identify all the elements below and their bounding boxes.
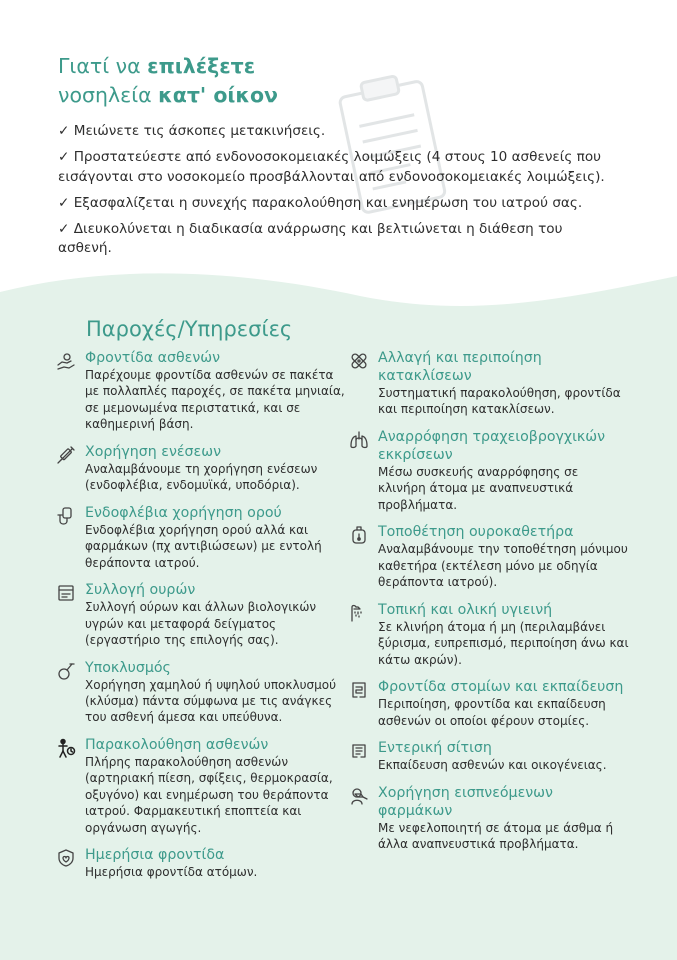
service-title: Χορήγηση ενέσεων: [85, 443, 222, 460]
shield-care-icon: [56, 848, 76, 868]
service-item: [56, 846, 346, 880]
title-line-1-plain: Γιατί να: [58, 54, 148, 78]
service-title: Αλλαγή και περιποίηση κατακλίσεων: [378, 350, 542, 384]
title-line-2: [58, 81, 278, 110]
service-item: [56, 504, 346, 571]
service-item: [349, 739, 629, 773]
service-title: Φροντίδα στομίων και εκπαίδευση: [378, 679, 624, 696]
iv-drip-icon: [56, 506, 76, 526]
service-description: Ημερήσια φροντίδα ατόμων.: [85, 865, 258, 880]
service-item: [56, 736, 346, 836]
page-title: [58, 52, 278, 110]
stomach-icon: [349, 741, 369, 761]
service-description: Πλήρης παρακολούθηση ασθενών (αρτηριακή πίεση, σφίξεις, θερμοκρασία, οξυγόνο) και ενημέρωση του θεράποντα ιατρού. Φαρμακευτική εποπτεία και οργάνωση αγωγής.: [85, 755, 333, 835]
service-description: Συστηματική παρακολούθηση, φροντίδα και περιποίηση κατακλίσεων.: [378, 386, 621, 417]
service-title: Εντερική σίτιση: [378, 740, 492, 757]
service-title: Τοποθέτηση ουροκαθετήρα: [378, 524, 574, 541]
catheter-icon: [349, 525, 369, 545]
title-line-2-bold: κατ' οίκον: [158, 83, 278, 107]
title-line-2-plain: νοσηλεία: [58, 83, 159, 107]
service-item: [56, 349, 346, 433]
service-item: [349, 784, 629, 853]
service-item: [349, 428, 629, 513]
service-item: [349, 678, 629, 729]
services-left-column: [56, 349, 346, 891]
inhaler-mask-icon: [349, 786, 369, 806]
service-description: Αναλαμβάνουμε τη χορήγηση ενέσεων (ενδοφλέβια, ενδομυϊκά, υποδόρια).: [85, 461, 318, 493]
service-item: [56, 581, 346, 648]
urine-collection-icon: [56, 583, 76, 603]
service-description: Αναλαμβάνουμε την τοποθέτηση μόνιμου καθετήρα (εκτέλεση μόνο με οδηγία θεράποντα ιατρού).: [378, 542, 628, 590]
service-item: [349, 349, 629, 418]
service-title: Τοπική και ολική υγιεινή: [378, 601, 553, 618]
service-title: Υποκλυσμός: [85, 659, 171, 676]
service-title: Χορήγηση εισπνεόμενων φαρμάκων: [378, 784, 553, 819]
benefits-list: [58, 122, 618, 266]
benefit-item: ✓ Μειώνετε τις άσκοπες μετακινήσεις.: [58, 123, 326, 139]
service-description: Σε κλινήρη άτομα ή μη (περιλαμβάνει ξύρισμα, ευπρεπισμό, περιποίηση άνω και κάτω ακρών).: [378, 619, 629, 667]
enema-bulb-icon: [56, 661, 76, 681]
bandage-icon: [349, 351, 369, 371]
service-title: Φροντίδα ασθενών: [85, 350, 221, 366]
patient-care-icon: [56, 351, 76, 371]
service-description: Εκπαίδευση ασθενών και οικογένειας.: [378, 758, 607, 773]
service-description: Μέσω συσκευής αναρρόφησης σε κλινήρη άτομα με αναπνευστικά προβλήματα.: [378, 465, 579, 512]
intestine-icon: [349, 680, 369, 700]
service-description: Χορήγηση χαμηλού ή υψηλού υποκλυσμού (κλύσμα) πάντα σύμφωνα με τις ανάγκες του ασθενή άμεσα και υπεύθυνα.: [85, 677, 337, 725]
shower-icon: [349, 603, 369, 623]
patient-monitoring-icon: [56, 738, 76, 758]
service-item: [349, 601, 629, 668]
title-line-1-bold: επιλέξετε: [147, 54, 256, 78]
service-title: Παρακολούθηση ασθενών: [85, 737, 269, 754]
service-item: [349, 523, 629, 590]
service-description: Συλλογή ούρων και άλλων βιολογικών υγρών και μεταφορά δείγματος (εργαστήριο της επιλογής σας).: [85, 600, 317, 648]
service-item: [56, 443, 346, 494]
service-title: Ενδοφλέβια χορήγηση ορού: [85, 504, 282, 521]
service-description: Με νεφελοποιητή σε άτομα με άσθμα ή άλλα αναπνευστικά προβλήματα.: [378, 820, 614, 852]
service-description: Ενδοφλέβια χορήγηση ορού αλλά και φαρμάκων (πχ αντιβιώσεων) με εντολή θεράποντα ιατρού.: [85, 522, 322, 570]
benefit-item: ✓ Προστατεύεστε από ενδονοσοκομειακές λοιμώξεις (4 στους 10 ασθενείς που εισάγονται στο νοσοκομείο προσβάλλονται από ενδονοσοκομειακές λοιμώξεις).: [58, 149, 605, 185]
service-title: Ημερήσια φροντίδα: [85, 847, 225, 864]
lungs-icon: [349, 430, 369, 450]
services-right-column: [349, 349, 629, 863]
service-description: Παρέχουμε φροντίδα ασθενών σε πακέτα με πολλαπλές παροχές, σε πακέτα μηνιαία, σε μεμονωμένα περιστατικά, και σε καθημερινή βάση.: [85, 368, 345, 432]
syringe-icon: [56, 445, 76, 465]
services-title: Παροχές/Υπηρεσίες: [86, 317, 293, 341]
service-title: Συλλογή ουρών: [85, 582, 196, 599]
benefit-item: ✓ Εξασφαλίζεται η συνεχής παρακολούθηση και ενημέρωση του ιατρού σας.: [58, 194, 583, 211]
service-description: Περιποίηση, φροντίδα και εκπαίδευση ασθενών οι οποίοι φέρουν στομίες.: [378, 697, 606, 728]
service-item: [56, 659, 346, 726]
service-title: Αναρρόφηση τραχειοβρογχικών εκκρίσεων: [378, 429, 606, 463]
benefit-item: ✓ Διευκολύνεται η διαδικασία ανάρρωσης και βελτιώνεται η διάθεση του ασθενή.: [58, 220, 563, 257]
title-line-1: [58, 52, 278, 81]
